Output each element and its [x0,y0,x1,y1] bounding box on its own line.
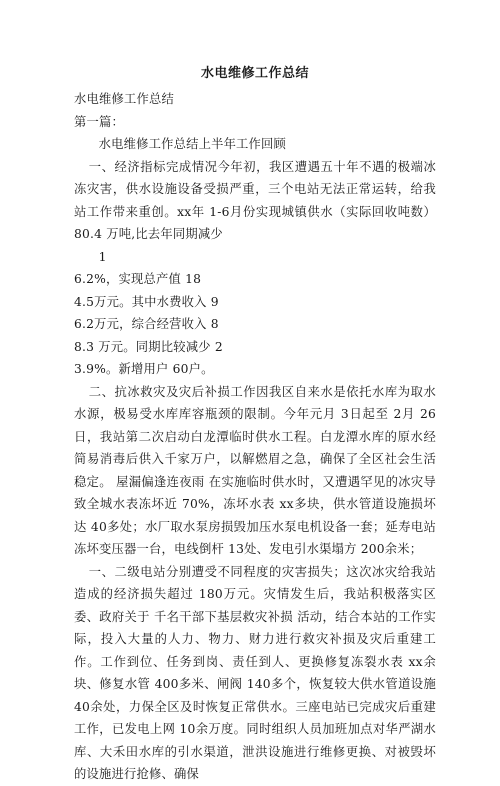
paragraph-economic-indicators: 一、经济指标完成情况今年初，我区遭遇五十年不遇的极端冰冻灾害，供水设施设备受损严重，三个电站无法正常运转，给我站工作带来重创。xx年 1-6月份实现城镇供水（实际回收吨数）80.4 万吨,比去年同期减少 [74,159,436,241]
section-subtitle: 水电维修工作总结上半年工作回顾 [98,137,287,151]
document-title: 水电维修工作总结 [200,66,309,81]
paragraph-disaster-relief: 二、抗冰救灾及灾后补损工作因我区自来水是依托水库为取水水源，极易受水库库容瓶颈的限制。今年元月 3日起至 2月 26日，我站第二次启动白龙潭临时供水工程。白龙潭水库的原水经简易消毒后供入千家万户，以解燃眉之急，确保了全区社会生活稳定。 屋漏偏逢连夜雨 在实施临时供水时，又遭遇罕见的冰灾导致全城水表冻坏近 70%，冻坏水表 xx多块，供水管道设施损坏达 40多处；水厂取水泵房损毁加压水泵电机设备一套；延寿电站冻坏变压器一台，电线倒杆 13处、发电引水渠塌方 200余米； [74,384,436,556]
section-heading: 第一篇： [74,114,124,129]
paragraph-losses-recovery: 一、二级电站分别遭受不同程度的灾害损失；这次冰灾给我站造成的经济损失超过 180万元。灾情发生后，我站积极落实区委、政府关于 千名干部下基层救灾补损 活动，结合本站的工作实际，投入大量的人力、物力、财力进行救灾补损及灾后重建工作。工作到位、任务到岗、责任到人、更换修复冻裂水表 xx余块、修复水管 400多米、闸阀 140多个，恢复较大供水管道设施 40余处，力保全区及时恢复正常供水。三座电站已完成灾后重建工作，已发电上网 10余万度。同时组织人员加班加点对华严湖水库、大禾田水库的引水渠道，泄洪设施进行维修更换、对被毁坏的设施进行抢修、确保 [74,564,436,781]
paragraph-fragment: 1 [98,249,107,264]
paragraph-fragment: 6.2%，实现总产值 18 [74,272,202,286]
paragraph-fragment: 6.2万元，综合经营收入 8 [74,317,219,331]
paragraph-fragment: 8.3 万元。同期比较减少 2 [74,339,223,354]
paragraph-fragment: 4.5万元。其中水费收入 9 [74,294,219,309]
paragraph-fragment: 3.9%。新增用户 60户。 [74,362,214,376]
subtitle-line: 水电维修工作总结 [74,92,174,106]
